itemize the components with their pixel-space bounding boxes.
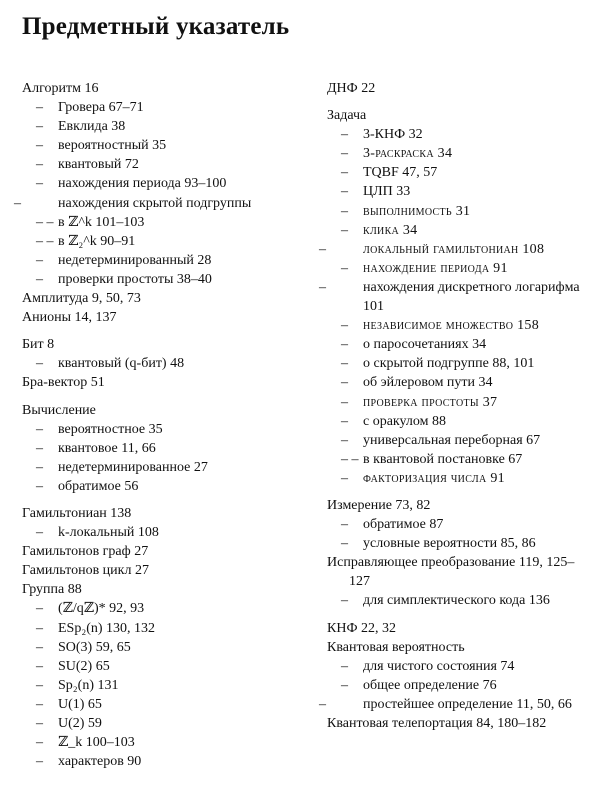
index-column-right bbox=[319, 79, 592, 733]
index-subentry: – SU(2) 65 bbox=[36, 658, 110, 674]
index-entry: Бра-вектор 51 bbox=[22, 375, 105, 391]
index-subentry: – об эйлеровом пути 34 bbox=[341, 375, 493, 391]
index-subentry: – SO(3) 59, 65 bbox=[36, 639, 131, 655]
index-subentry: – о паросочетаниях 34 bbox=[341, 337, 487, 353]
index-subentry: – с оракулом 88 bbox=[341, 413, 446, 429]
index-subentry: – выполнимость 31 bbox=[341, 203, 471, 219]
index-subentry: – ESp₂(n) 130, 132 bbox=[36, 620, 156, 636]
index-entry: Бит 8 bbox=[22, 337, 55, 353]
index-subentry: – проверки простоты 38–40 bbox=[36, 271, 212, 287]
index-subentry: – квантовое 11, 66 bbox=[36, 440, 156, 456]
index-subentry: – вероятностный 35 bbox=[36, 138, 167, 154]
index-subentry: – универсальная переборная 67 bbox=[341, 432, 541, 448]
index-entry: Измерение 73, 82 bbox=[327, 497, 431, 513]
index-subentry: – 3-КНФ 32 bbox=[341, 127, 423, 143]
index-subentry: – факторизация числа 91 bbox=[341, 470, 505, 486]
index-subentry: – о скрытой подгруппе 88, 101 bbox=[341, 356, 535, 372]
index-entry: Гамильтониан 138 bbox=[22, 505, 132, 521]
index-entry: ДНФ 22 bbox=[327, 81, 376, 96]
index-subentry: – ЦЛП 33 bbox=[341, 184, 411, 200]
index-subentry: – клика 34 bbox=[341, 222, 418, 238]
index-entry: Группа 88 bbox=[22, 582, 82, 598]
index-subentry: – локальный гамильтониан 108 bbox=[319, 241, 545, 257]
index-subentry: – вероятностное 35 bbox=[36, 421, 163, 437]
index-entry: Квантовая телепортация 84, 180–182 bbox=[327, 716, 547, 731]
index-subentry: – характеров 90 bbox=[36, 754, 142, 770]
index-subentry: – квантовый (q-бит) 48 bbox=[36, 356, 185, 372]
index-subentry: – 3-раскраска 34 bbox=[341, 146, 453, 162]
index-subentry: – Евклида 38 bbox=[36, 119, 126, 135]
index-entry: Анионы 14, 137 bbox=[22, 310, 117, 326]
index-subentry: – U(2) 59 bbox=[36, 716, 102, 731]
index-subentry: – простейшее определение 11, 50, 66 bbox=[319, 696, 572, 712]
index-subentry: – нахождения дискретного логарифма 101 bbox=[319, 279, 580, 315]
page-title: Предметный указатель bbox=[22, 13, 290, 40]
index-subentry: – TQBF 47, 57 bbox=[341, 165, 438, 181]
index-subentry: – проверка простоты 37 bbox=[341, 394, 498, 410]
index-subentry: – – в квантовой постановке 67 bbox=[341, 451, 523, 467]
index-subentry: – недетерминированный 28 bbox=[36, 252, 212, 268]
index-subentry: – Гровера 67–71 bbox=[36, 100, 144, 116]
index-subentry: – для чистого состояния 74 bbox=[341, 658, 515, 674]
index-subentry: – Sp₂(n) 131 bbox=[36, 677, 119, 693]
index-subentry: – независимое множество 158 bbox=[341, 318, 540, 334]
index-subentry: – для симплектического кода 136 bbox=[341, 593, 550, 609]
index-subentry: – (ℤ/qℤ)* 92, 93 bbox=[36, 601, 145, 617]
index-subentry: – квантовый 72 bbox=[36, 157, 139, 173]
index-entry: Исправляющее преобразование 119, 125–127 bbox=[327, 555, 575, 590]
index-subentry: – – в ℤ^k 101–103 bbox=[36, 214, 145, 230]
index-subentry: – нахождения скрытой подгруппы bbox=[14, 195, 252, 211]
index-column-left bbox=[14, 79, 302, 771]
index-subentry: – ℤ_k 100–103 bbox=[36, 735, 135, 751]
index-entry: КНФ 22, 32 bbox=[327, 620, 397, 636]
index-subentry: – обратимое 87 bbox=[341, 517, 444, 533]
index-entry: Гамильтонов граф 27 bbox=[22, 544, 149, 560]
index-entry: Квантовая вероятность bbox=[327, 639, 465, 655]
index-subentry: – общее определение 76 bbox=[341, 677, 497, 693]
index-subentry: – обратимое 56 bbox=[36, 478, 139, 494]
index-subentry: – условные вероятности 85, 86 bbox=[341, 536, 536, 552]
index-subentry: – – в ℤ₂^k 90–91 bbox=[36, 233, 136, 249]
index-entry: Задача bbox=[327, 108, 367, 124]
index-entry: Гамильтонов цикл 27 bbox=[22, 563, 149, 579]
index-entry: Амплитуда 9, 50, 73 bbox=[22, 291, 141, 307]
index-subentry: – нахождения периода 93–100 bbox=[36, 176, 227, 192]
index-entry: Алгоритм 16 bbox=[22, 81, 99, 96]
index-subentry: – k-локальный 108 bbox=[36, 525, 159, 541]
index-subentry: – U(1) 65 bbox=[36, 696, 102, 712]
index-subentry: – недетерминированное 27 bbox=[36, 459, 208, 475]
index-subentry: – нахождение периода 91 bbox=[341, 260, 508, 276]
index-entry: Вычисление bbox=[22, 402, 96, 418]
